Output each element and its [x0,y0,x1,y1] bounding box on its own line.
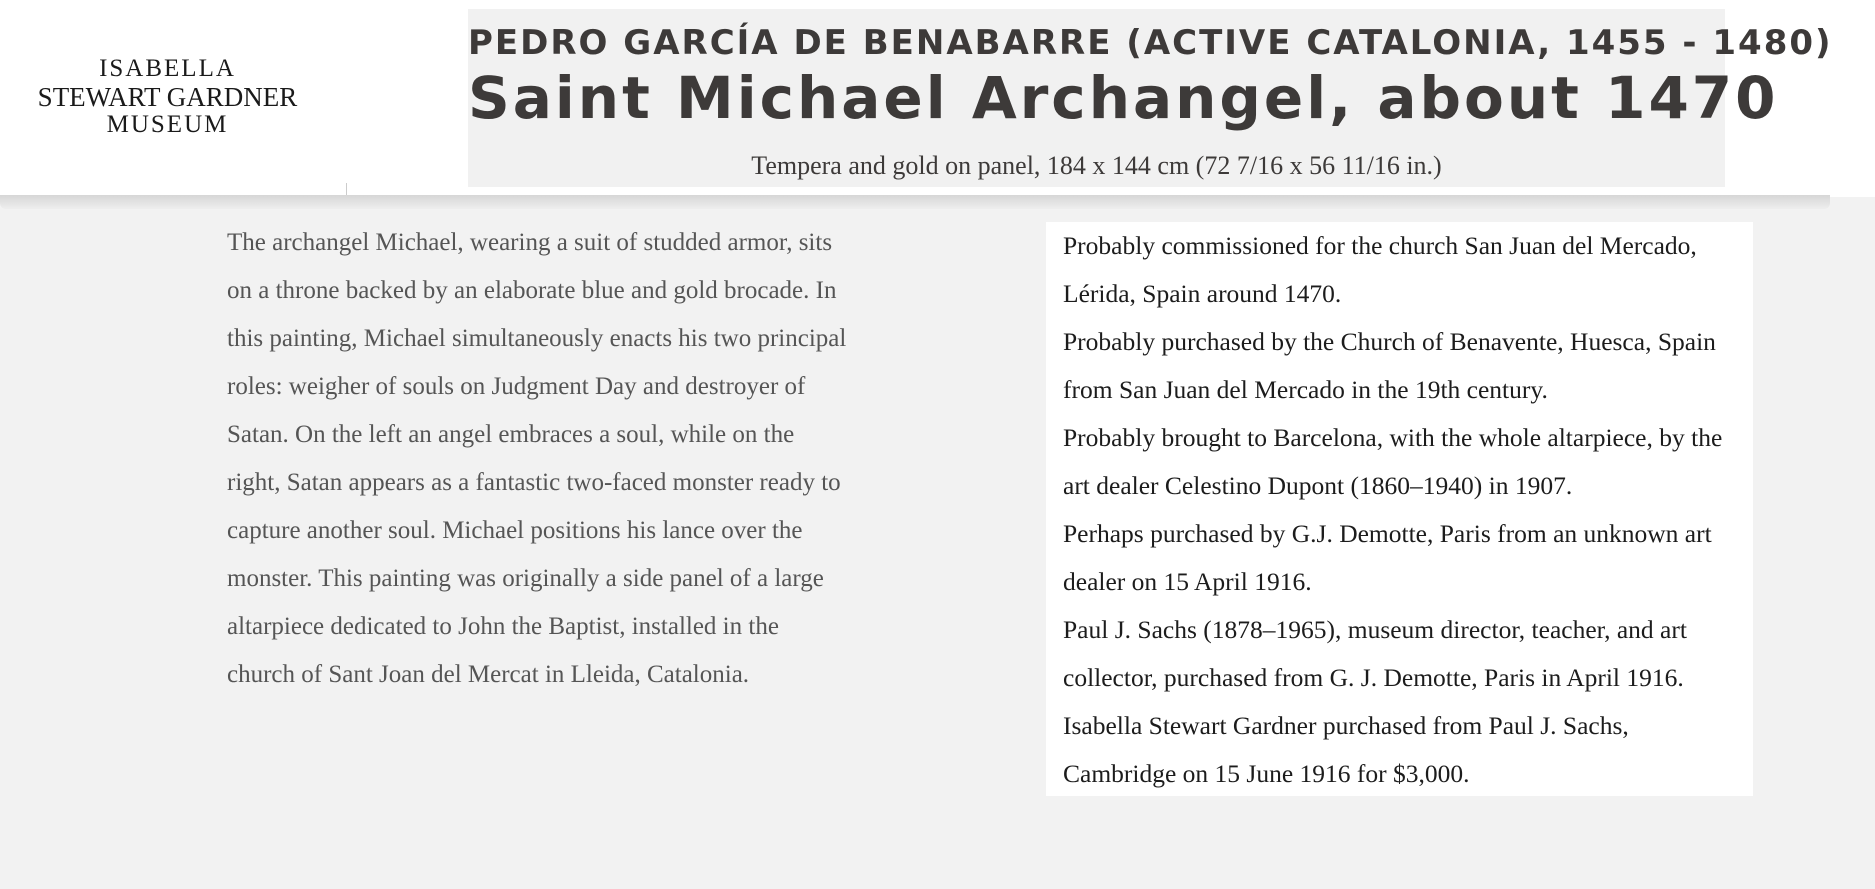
artwork-description: The archangel Michael, wearing a suit of studded armor, sits on a throne backed by an elaborate blue and gold brocade. In this painting, Michael simultaneously enacts his two principal roles: weigher of souls on Judgment Day and destroyer of Satan. On the left an angel embraces a soul, while on the right, Satan appears as a fantastic two-faced monster ready to capture another soul. Michael positions his lance over the monster. This painting was originally a side panel of a large altarpiece dedicated to John the Baptist, installed in the church of Sant Joan del Mercat in Lleida, Catalonia. [227,229,847,688]
provenance-entry: Probably purchased by the Church of Benavente, Huesca, Spain from San Juan del Mercado in the 19th century. [1063,327,1716,404]
top-bar-shadow [0,195,1830,209]
provenance-entry: Isabella Stewart Gardner purchased from Paul J. Sachs, Cambridge on 15 June 1916 for $3,000. [1063,711,1629,788]
provenance-entry: Paul J. Sachs (1878–1965), museum director, teacher, and art collector, purchased from G. J. Demotte, Paris in April 1916. [1063,615,1687,692]
provenance-entry: Perhaps purchased by G.J. Demotte, Paris from an unknown art dealer on 15 April 1916. [1063,519,1712,596]
artist-name: PEDRO GARCÍA DE BENABARRE (ACTIVE CATALONIA, 1455 - 1480) [468,23,1833,63]
artwork-header [468,9,1833,187]
logo-line-1: ISABELLA [99,55,236,82]
divider [346,183,347,195]
logo-line-2: STEWART GARDNER [37,82,298,112]
provenance-entry: Probably brought to Barcelona, with the whole altarpiece, by the art dealer Celestino Dupont (1860–1940) in 1907. [1063,423,1723,500]
museum-logo[interactable] [20,55,315,139]
logo-line-3: MUSEUM [106,111,229,138]
artwork-medium: Tempera and gold on panel, 184 x 144 cm (72 7/16 x 56 11/16 in.) [751,151,1442,180]
provenance-panel [1046,222,1753,796]
artwork-title: Saint Michael Archangel, about 1470 [468,64,1779,132]
provenance-entry: Probably commissioned for the church San Juan del Mercado, Lérida, Spain around 1470. [1063,231,1697,308]
